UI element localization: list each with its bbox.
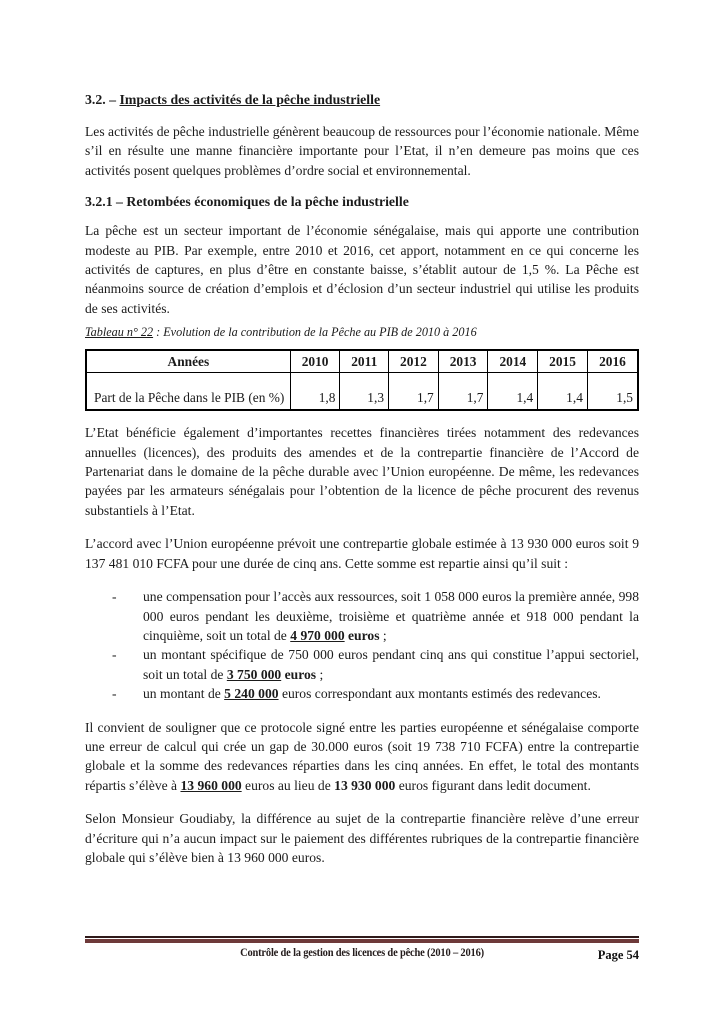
list-item-post: ; xyxy=(316,666,324,682)
list-item xyxy=(112,587,639,645)
table-header-year: 2016 xyxy=(587,350,638,372)
page-content xyxy=(85,92,639,867)
section-number: 3.2. – xyxy=(85,92,120,107)
pib-table xyxy=(85,349,639,411)
paragraph-erreur-amount1: 13 960 000 xyxy=(180,777,242,793)
paragraph-pib: La pêche est un secteur important de l’économie sénégalaise, mais qui apporte une contribution modeste au PIB. Par exemple, entre 2010 et 2016, cet apport, notamment en ce qui concerne les activités de captures, en plus d’être en constante baisse, s’établit autour de 1,5 %. La Pêche est néanmoins source de création d’emplois et d’éclosion d’un secteur industriel qui utilise les produits de ses activités. xyxy=(85,223,639,316)
bullet-marker: - xyxy=(112,647,117,663)
table-cell-value: 1,8 xyxy=(290,372,340,410)
table-caption-label: Tableau n° 22 xyxy=(85,325,154,340)
section-heading-3-2 xyxy=(85,92,639,108)
list-item-post: euros correspondant aux montants estimés des redevances. xyxy=(278,686,601,702)
table-caption-text: Evolution de la contribution de la Pêche au PIB de 2010 à 2016 xyxy=(163,325,477,340)
footer-row xyxy=(85,948,639,964)
paragraph-erreur-pre: Il convient de souligner que ce protocole signé entre les parties européenne et sénégalaise comporte une erreur de calcul qui crée un gap de 30.000 euros (soit 19 738 710 FCFA) entre la contrepartie globale et la somme des redevances réparties dans les cinq années. En effet, le total des montants répartis s’élève à xyxy=(85,719,639,793)
footer-page-number: Page 54 xyxy=(597,948,639,962)
list-item xyxy=(112,684,639,703)
section-title: Impacts des activités de la pêche industrielle xyxy=(119,92,381,107)
table-caption xyxy=(85,325,639,340)
list-item-pre: une compensation pour l’accès aux ressources, soit 1 058 000 euros la première année, 998 000 euros pendant les deuxième, troisième et quatrième année et 918 000 pendant la cinquième, soit un total de xyxy=(143,589,639,643)
list-item-text xyxy=(143,645,639,684)
list-item-text xyxy=(143,587,639,645)
paragraph-goudiaby: Selon Monsieur Goudiaby, la différence au sujet de la contrepartie financière relève d’une erreur d’écriture qui n’a aucun impact sur le paiement des différentes rubriques de la contrepartie financière globale qui s’élève bien à 13 960 000 euros. xyxy=(85,811,639,865)
table-header-year: 2015 xyxy=(538,350,588,372)
table-row xyxy=(86,372,638,410)
list-item-unit: euros xyxy=(344,627,380,643)
list-item-text xyxy=(143,684,639,703)
list-item-unit: euros xyxy=(281,666,317,682)
table-header-annees: Années xyxy=(86,350,290,372)
table-header-year: 2011 xyxy=(340,350,389,372)
table-cell-value: 1,4 xyxy=(488,372,538,410)
list-item-pre: un montant de xyxy=(143,686,225,702)
footer-rule-thin xyxy=(85,936,639,938)
bullet-marker: - xyxy=(112,589,117,605)
table-cell-value: 1,3 xyxy=(340,372,389,410)
table-cell-value: 1,7 xyxy=(438,372,488,410)
bullet-list xyxy=(112,587,639,703)
list-item xyxy=(112,645,639,684)
table-cell-value: 1,7 xyxy=(389,372,439,410)
table-header-year: 2013 xyxy=(438,350,488,372)
table-caption-sep: : xyxy=(153,325,164,340)
table-header-year: 2010 xyxy=(290,350,340,372)
section-heading-3-2-1: 3.2.1 – Retombées économiques de la pêche industrielle xyxy=(85,194,409,210)
table-header-year: 2012 xyxy=(389,350,439,372)
list-item-pre: un montant spécifique de 750 000 euros pendant cinq ans qui constitue l’appui sectoriel, soit un total de xyxy=(143,647,639,682)
table-cell-value: 1,5 xyxy=(587,372,638,410)
page-footer xyxy=(85,936,639,964)
paragraph-erreur-amount2: 13 930 000 xyxy=(334,777,396,793)
list-item-amount: 3 750 000 xyxy=(226,666,282,682)
list-item-amount: 5 240 000 xyxy=(224,686,279,702)
paragraph-intro: Les activités de pêche industrielle génèrent beaucoup de ressources pour l’économie nationale. Même s’il en résulte une manne financière importante pour l’Etat, il n’en demeure pas moins que ces activités posent quelques problèmes d’ordre social et environnemental. xyxy=(85,124,639,178)
table-cell-value: 1,4 xyxy=(538,372,588,410)
paragraph-erreur xyxy=(85,718,639,796)
footer-document-title: Contrôle de la gestion des licences de pêche (2010 – 2016) xyxy=(240,947,484,960)
footer-rule-thick xyxy=(85,939,639,943)
paragraph-erreur-post: euros figurant dans ledit document. xyxy=(395,777,591,793)
bullet-marker: - xyxy=(112,686,117,702)
table-header-row xyxy=(86,350,638,372)
paragraph-accord: L’accord avec l’Union européenne prévoit une contrepartie globale estimée à 13 930 000 euros soit 9 137 481 010 FCFA pour une durée de cinq ans. Cette somme est repartie ainsi qu’il suit : xyxy=(85,536,639,571)
table-header-year: 2014 xyxy=(488,350,538,372)
paragraph-erreur-mid: euros au lieu de xyxy=(241,777,335,793)
table-row-label: Part de la Pêche dans le PIB (en %) xyxy=(86,372,290,410)
list-item-post: ; xyxy=(379,627,387,643)
paragraph-recettes: L’Etat bénéficie également d’importantes recettes financières tirées notamment des redevances annuelles (licences), des produits des amendes et de la contrepartie financière de l’Accord de Partenariat dans le domaine de la pêche durable avec l’Union européenne. De même, les redevances payées par les armateurs sénégalais pour l’obtention de la licence de pêche procurent des revenus substantiels à l’Etat. xyxy=(85,425,639,518)
list-item-amount: 4 970 000 xyxy=(290,627,345,643)
